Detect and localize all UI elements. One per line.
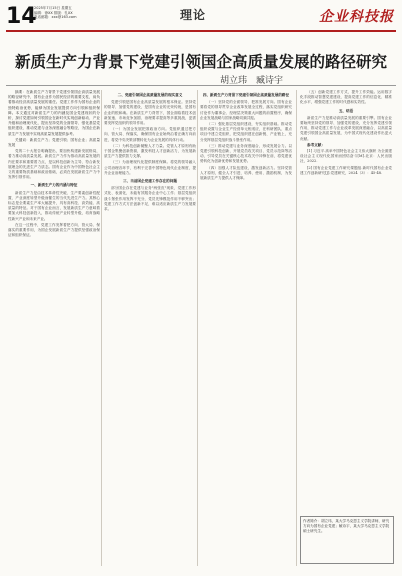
body-paragraph: 新质生产力是由技术革命性突破、生产要素创新性配置、产业深度转型升级而催生的当代先进生产力。其核心标志是全要素生产率大幅提升，具有高科技、高效能、高质量的特征。对于国有企业而言，发展新质生产力意味着要加大科技创新投入，推动传统产业转型升级，培育战略性新兴产业和未来产业。 bbox=[8, 190, 100, 221]
body-paragraph: （二）强化基层党组织建设，夯实组织基础。推动党组织设置与企业生产经营单元相适应，在科研团队、重点项目中建立党组织，把党组织建在创新链、产业链上，充分发挥基层党组织战斗堡垒作用。 bbox=[200, 122, 292, 142]
article-column-3 bbox=[200, 90, 292, 566]
abstract-paragraph: 摘要：在新质生产力背景下党建引领国企高质量发展的路径研究中，国有企业作为国民经济的重要支柱，肩负着推动经济高质量发展的重任。党建工作作为国有企业的独特政治优势，能够为国企发展提供方向引领和组织保障。本文通过对新质生产力的内涵及国企党建现状的分析，探讨党建如何引领国企在新时代实现创新驱动、产业升级和治理现代化，提出坚持党的全面领导、强化基层党组织建设、推动党建与业务深度融合等路径，为国企在新质生产力发展中实现高质量发展提供参考。 bbox=[8, 90, 100, 136]
body-paragraph: 新质生产力是推动高质量发展的重要引擎。国有企业要始终坚持党的领导、加强党的建设，充分发挥党建引领作用，推动党建工作与企业改革发展深度融合，以高质量党建引领国企高质量发展，为中国式现代化建设作出更大贡献。 bbox=[300, 115, 392, 141]
newspaper-masthead: 企业科技报 bbox=[319, 9, 394, 25]
body-paragraph: 党建引领是国有企业高质量发展的根本保证。坚持党的领导、加强党的建设，是国有企业的光荣传统，是国有企业的根和魂。在新质生产力背景下，国企面临着技术创新加速、市场竞争加剧、治理要求提高等多重挑战，更需要发挥党组织的领导作用。 bbox=[104, 100, 196, 126]
body-paragraph: （四）加强人才队伍建设，激发创新活力。坚持党管人才原则，健全人才引进、培养、使用、激励机制，为发展新质生产力提供人才保障。 bbox=[200, 165, 292, 181]
body-paragraph: （五）创新党建工作方式，提升工作效能。运用数字化手段推动智慧党建建设，提高党建工作的信息化、精准化水平，增强党建工作的时代感和实效性。 bbox=[300, 90, 392, 105]
title-rule bbox=[6, 85, 396, 86]
article-byline: 胡立玮 臧诗宇 bbox=[220, 76, 284, 86]
body-paragraph: [1] 习近平.高举中国特色社会主义伟大旗帜 为全面建设社会主义现代化国家而团结奋斗[M].北京：人民出版社，2022. bbox=[300, 149, 392, 164]
references-heading: 参考文献： bbox=[307, 142, 325, 147]
body-paragraph: （三）推动党建与业务深度融合，形成发展合力。以党建引领科技创新，开展党员攻关项目、党员示范岗等活动，引导党员在关键核心技术攻关中冲锋在前，将党建优势转化为创新优势和发展优势。 bbox=[200, 143, 292, 164]
section-heading: 二、党建引领国企高质量发展的现实意义 bbox=[117, 93, 183, 97]
body-paragraph: （二）为科技创新凝聚人才力量。党管人才原则有助于国企集聚创新资源，激发科技人才创新活力，为发展新质生产力提供智力支撑。 bbox=[104, 143, 196, 159]
section-heading: 三、当前国企党建工作存在的问题 bbox=[123, 179, 177, 184]
body-paragraph: 部分国企存在党建与业务"两张皮"现象，党建工作形式化、表面化，未能有效服务企业中心工作；基层党组织战斗堡垒作用发挥不充分，党员先锋模范作用不够突出；党建工作方式方法创新不足，难以适应新质生产力发展要求。 bbox=[104, 186, 196, 212]
column-divider bbox=[296, 90, 297, 566]
article-column-2 bbox=[104, 90, 196, 566]
body-paragraph: 在这一过程中，党建工作发挥着把方向、管大局、保落实的重要作用，为国企发展新质生产力提供坚强政治保证和组织保证。 bbox=[8, 222, 100, 238]
body-paragraph: 党的二十大报告明确提出，要加快构建新发展格局，着力推动高质量发展。新质生产力作为推动高质量发展的内在要求和重要着力点，是以科技创新为主导、符合新发展理念的先进生产力质态。国有企业作为中国特色社会主义的重要物质基础和政治基础，必须在发展新质生产力中发挥引领作用。 bbox=[8, 149, 100, 180]
abstract-paragraph: 关键词：新质生产力；党建引领；国有企业；高质量发展 bbox=[8, 137, 100, 148]
page-header bbox=[0, 0, 402, 34]
header-rule bbox=[6, 30, 396, 32]
author-info-box: 作者简介：胡立玮，某大学马克思主义学院讲师，研究方向为国有企业党建；臧诗宇，某大学马克思主义学院硕士研究生。 bbox=[300, 516, 394, 564]
date-line: 2025年7月15日 星期五 bbox=[34, 6, 72, 10]
article-column-1 bbox=[8, 90, 100, 566]
email-line: 电话邮箱：xxx@163.com bbox=[34, 15, 77, 20]
section-name: 理论 bbox=[180, 8, 207, 22]
section-heading: 一、新质生产力的内涵与特征 bbox=[30, 183, 78, 188]
article-title: 新质生产力背景下党建引领国企高质量发展的路径研究 bbox=[14, 52, 387, 71]
column-divider bbox=[101, 90, 102, 566]
body-paragraph: （一）为国企发展把准政治方向。党组织通过把方向、管大局、保落实，确保国有企业始终沿着正确方向前进，将党中央决策部署转化为企业发展的具体行动。 bbox=[104, 127, 196, 142]
editor-line: 编辑：徐XX 排版：孔XX bbox=[34, 10, 73, 15]
page-number: 14 bbox=[6, 4, 37, 29]
section-heading: 五、结语 bbox=[338, 108, 354, 113]
body-paragraph: （三）为治理现代化提供制度保障。将党的领导融入公司治理各环节，有利于完善中国特色现代企业制度，提升企业治理能力。 bbox=[104, 160, 196, 175]
body-paragraph: [2] 国有企业党建工作研究课题组.新时代国有企业党建工作创新研究[J].党建研究，2024（3）：45-48. bbox=[300, 165, 392, 175]
section-heading: 四、新质生产力背景下党建引领国企高质量发展的路径 bbox=[202, 93, 290, 97]
body-paragraph: （一）坚持党的全面领导，把准发展方向。国有企业要将党的领导贯穿企业改革发展全过程，落实党组织研究讨论作为董事会、经理层决策重大问题的前置程序，确保企业发展战略与国家战略同频共振。 bbox=[200, 100, 292, 120]
article-column-4 bbox=[300, 90, 392, 510]
issue-meta bbox=[34, 6, 76, 20]
column-divider bbox=[197, 90, 198, 566]
